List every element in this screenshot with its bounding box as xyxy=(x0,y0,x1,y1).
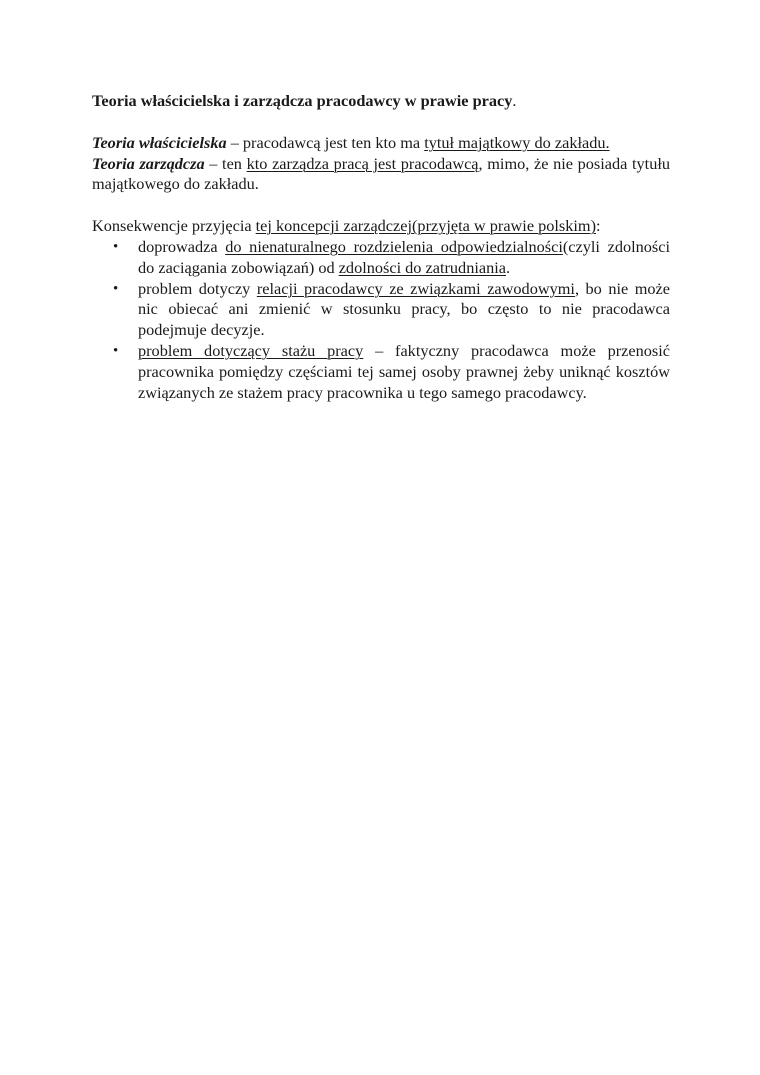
item-underlined-text: do nienaturalnego rozdzielenia odpowiedzialności xyxy=(225,236,563,256)
definition-underlined-text: kto zarządza pracą jest pracodawcą xyxy=(246,153,479,173)
intro-colon: : xyxy=(596,216,601,236)
intro-text: Konsekwencje przyjęcia xyxy=(92,216,256,236)
consequences-list xyxy=(92,237,670,403)
definition-text: – ten xyxy=(204,153,247,173)
item-text: problem dotyczy xyxy=(138,278,257,298)
item-text: – faktyczny pracodawca może przenosić pracownika pomiędzy częściami tej samej osoby prawnej żeby uniknąć kosztów związanych ze stażem pracy pracownika u tego samego pracodawcy. xyxy=(138,340,670,402)
item-text: doprowadza xyxy=(138,236,226,256)
bullet-icon: • xyxy=(113,342,119,359)
item-underlined-text: zdolności do zatrudniania xyxy=(338,257,506,277)
definition-underlined-text: tytuł majątkowy do zakładu. xyxy=(424,132,610,152)
list-item xyxy=(92,237,670,279)
definition-text-after: , mimo, że nie posiada tytułu majątkowego do zakładu. xyxy=(92,153,670,194)
intro-underlined-text: tej koncepcji zarządczej(przyjęta w prawie polskim) xyxy=(255,216,597,236)
document-page xyxy=(92,91,670,403)
item-underlined-text: problem dotyczący stażu pracy xyxy=(138,340,364,360)
item-text: (czyli zdolności do zaciągania zobowiązań) od xyxy=(138,236,670,277)
bullet-icon: • xyxy=(113,238,119,255)
list-item xyxy=(92,341,670,403)
definition-term: Teoria właścicielska xyxy=(92,132,227,152)
list-item xyxy=(92,279,670,341)
title-text: Teoria właścicielska i zarządcza pracodawcy w prawie pracy xyxy=(92,91,513,110)
definitions-block xyxy=(92,133,670,195)
item-underlined-text: relacji pracodawcy ze związkami zawodowymi xyxy=(256,278,575,298)
consequences-intro xyxy=(92,216,670,237)
definition-text: – pracodawcą jest ten kto ma xyxy=(226,132,425,152)
item-text: . xyxy=(505,257,511,277)
definition-ownership-theory xyxy=(92,133,670,154)
definition-management-theory xyxy=(92,154,670,196)
bullet-icon: • xyxy=(113,280,119,297)
document-title xyxy=(92,91,670,112)
item-text: , bo nie może nic obiecać ani zmienić w stosunku pracy, bo często to nie pracodawca podejmuje decyzje. xyxy=(138,278,670,340)
title-period: . xyxy=(512,91,517,110)
definition-term: Teoria zarządcza xyxy=(92,153,205,173)
